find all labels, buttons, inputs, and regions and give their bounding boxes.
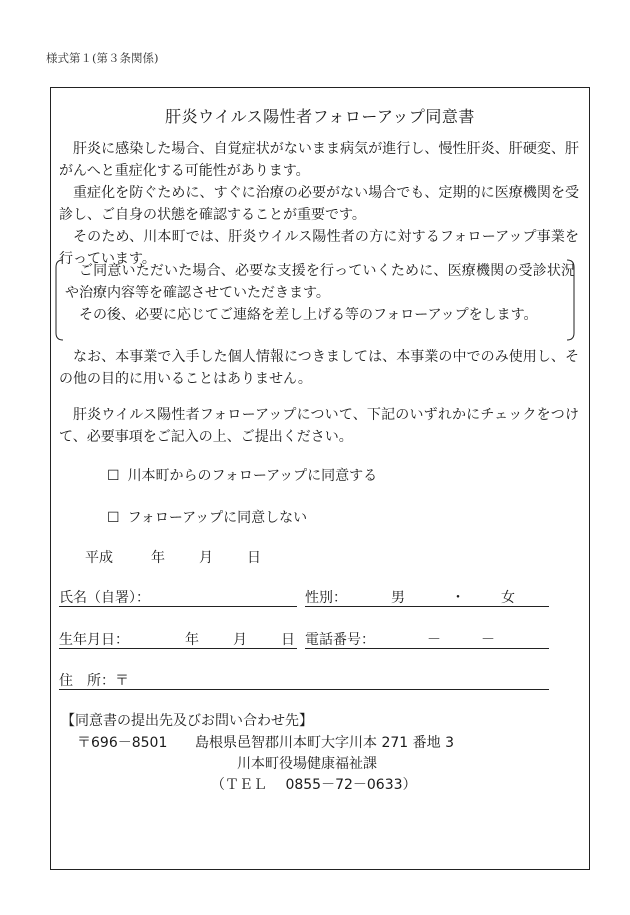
name-field[interactable]: [59, 587, 297, 607]
contact-phone: （ＴＥＬ 0855－72－0633）: [211, 777, 417, 793]
paragraph-privacy: なお、本事業で入手した個人情報につきましては、本事業の中でのみ使用し、その他の目的に用いることはありません。: [59, 349, 579, 387]
form-title: 肝炎ウイルス陽性者フォローアップ同意書: [165, 107, 475, 126]
paragraph-regular-checkup: 重症化を防ぐために、すぐに治療の必要がない場合でも、定期的に医療機関を受診し、ご自身の状態を確認することが重要です。: [59, 185, 579, 223]
birth-year-label: 年: [185, 632, 199, 648]
paragraph-instructions: 肝炎ウイルス陽性者フォローアップについて、下記のいずれかにチェックをつけて、必要事項をご記入の上、ご提出ください。: [59, 407, 579, 445]
phone-dash-1: －: [427, 632, 441, 648]
agree-checkbox[interactable]: ☐: [107, 468, 120, 484]
gender-male[interactable]: 男: [391, 590, 405, 606]
disagree-label: フォローアップに同意しない: [127, 510, 308, 526]
paragraph-followup-contact: その後、必要に応じてご連絡を差し上げる等のフォローアップをします。: [79, 307, 538, 323]
date-day-label: 日: [247, 550, 261, 566]
name-label: 氏名（自署）：: [59, 590, 150, 606]
gender-female[interactable]: 女: [501, 590, 515, 606]
option-agree[interactable]: [107, 465, 377, 485]
contact-department: 川本町役場健康福祉課: [237, 756, 377, 772]
date-line[interactable]: [85, 547, 261, 567]
birth-day-label: 日: [281, 632, 295, 648]
date-era: 平成: [85, 550, 113, 566]
agree-label: 川本町からのフォローアップに同意する: [127, 468, 378, 484]
birth-month-label: 月: [233, 632, 247, 648]
paragraph-consent-confirmation: ご同意いただいた場合、必要な支援を行っていくために、医療機関の受診状況や治療内容等を確認させていただきます。: [65, 263, 575, 301]
disagree-checkbox[interactable]: ☐: [107, 510, 120, 526]
birthdate-field[interactable]: [59, 629, 297, 649]
address-label: 住 所：〒: [59, 673, 129, 689]
gender-label: 性別：: [305, 590, 347, 606]
paragraph-program-intro: そのため、川本町では、肝炎ウイルス陽性者の方に対するフォローアップ事業を行っています。: [59, 229, 579, 267]
consent-form: [50, 87, 590, 870]
contact-postal-code: 〒696－8501: [77, 735, 168, 751]
birthdate-label: 生年月日：: [59, 632, 129, 648]
option-disagree[interactable]: [107, 507, 307, 527]
contact-address: 島根県邑智郡川本町大字川本 271 番地 3: [195, 735, 454, 751]
gender-separator: ・: [451, 590, 465, 606]
date-month-label: 月: [199, 550, 213, 566]
gender-field[interactable]: [305, 587, 549, 607]
phone-dash-2: －: [481, 632, 495, 648]
phone-label: 電話番号：: [305, 632, 375, 648]
phone-field[interactable]: [305, 629, 549, 649]
date-year-label: 年: [151, 550, 165, 566]
address-field[interactable]: [59, 670, 549, 690]
form-number: 様式第１(第３条関係): [46, 51, 159, 65]
paragraph-hepatitis-risk: 肝炎に感染した場合、自覚症状がないまま病気が進行し、慢性肝炎、肝硬変、肝がんへと重症化する可能性があります。: [59, 141, 579, 179]
contact-heading: 【同意書の提出先及びお問い合わせ先】: [61, 713, 313, 729]
